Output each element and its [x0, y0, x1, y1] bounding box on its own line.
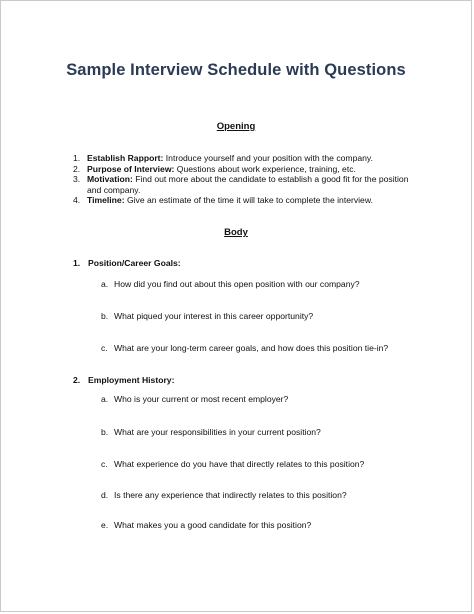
question-text: Who is your current or most recent employer? [114, 394, 289, 404]
opening-heading: Opening [216, 121, 256, 132]
question-item [101, 343, 388, 353]
group-label: Employment History: [88, 375, 175, 385]
question-item [101, 459, 364, 469]
question-item [101, 279, 360, 289]
question-letter: b. [101, 427, 109, 437]
question-item [101, 490, 347, 500]
question-text: How did you find out about this open position with our company? [114, 279, 360, 289]
question-item [101, 311, 313, 321]
question-item [101, 520, 311, 530]
group-heading-position-career-goals [73, 258, 181, 268]
question-letter: c. [101, 343, 108, 353]
question-letter: a. [101, 279, 109, 289]
group-number: 1. [73, 258, 81, 268]
opening-item-label: Establish Rapport: [87, 153, 164, 163]
opening-item [73, 153, 413, 164]
question-letter: b. [101, 311, 109, 321]
opening-item-text: Questions about work experience, training, etc. [174, 163, 356, 174]
body-heading: Body [224, 227, 248, 238]
group-heading-employment-history [73, 375, 174, 385]
question-letter: a. [101, 394, 109, 404]
question-text: What experience do you have that directly relates to this position? [114, 459, 365, 469]
question-text: Is there any experience that indirectly relates to this position? [114, 490, 347, 500]
opening-item-text: Introduce yourself and your position with the company. [163, 153, 373, 163]
opening-item [73, 164, 413, 175]
opening-item-number: 2. [73, 163, 81, 174]
opening-item-text: Give an estimate of the time it will take to complete the interview. [124, 195, 373, 206]
question-item [101, 394, 288, 404]
question-letter: d. [101, 490, 109, 500]
opening-item-number: 3. [73, 174, 81, 185]
question-letter: c. [101, 459, 108, 469]
question-text: What piqued your interest in this career opportunity? [114, 311, 314, 321]
question-text: What makes you a good candidate for this position? [114, 520, 312, 530]
question-letter: e. [101, 520, 109, 530]
opening-item-text: Find out more about the candidate to establish a good fit for the position and company. [87, 174, 409, 195]
opening-item-label: Purpose of Interview: [87, 163, 175, 174]
question-text: What are your long-term career goals, and how does this position tie-in? [114, 343, 389, 353]
opening-item-label: Motivation: [87, 174, 133, 185]
question-item [101, 427, 321, 437]
opening-item-number: 1. [73, 153, 81, 163]
opening-item-number: 4. [73, 195, 81, 206]
opening-list [73, 153, 413, 206]
opening-item [73, 195, 413, 206]
group-label: Position/Career Goals: [88, 258, 181, 268]
group-number: 2. [73, 375, 81, 385]
opening-item-label: Timeline: [87, 195, 125, 206]
question-text: What are your responsibilities in your current position? [114, 427, 321, 437]
document-title: Sample Interview Schedule with Questions [66, 61, 406, 79]
opening-item [73, 174, 413, 195]
